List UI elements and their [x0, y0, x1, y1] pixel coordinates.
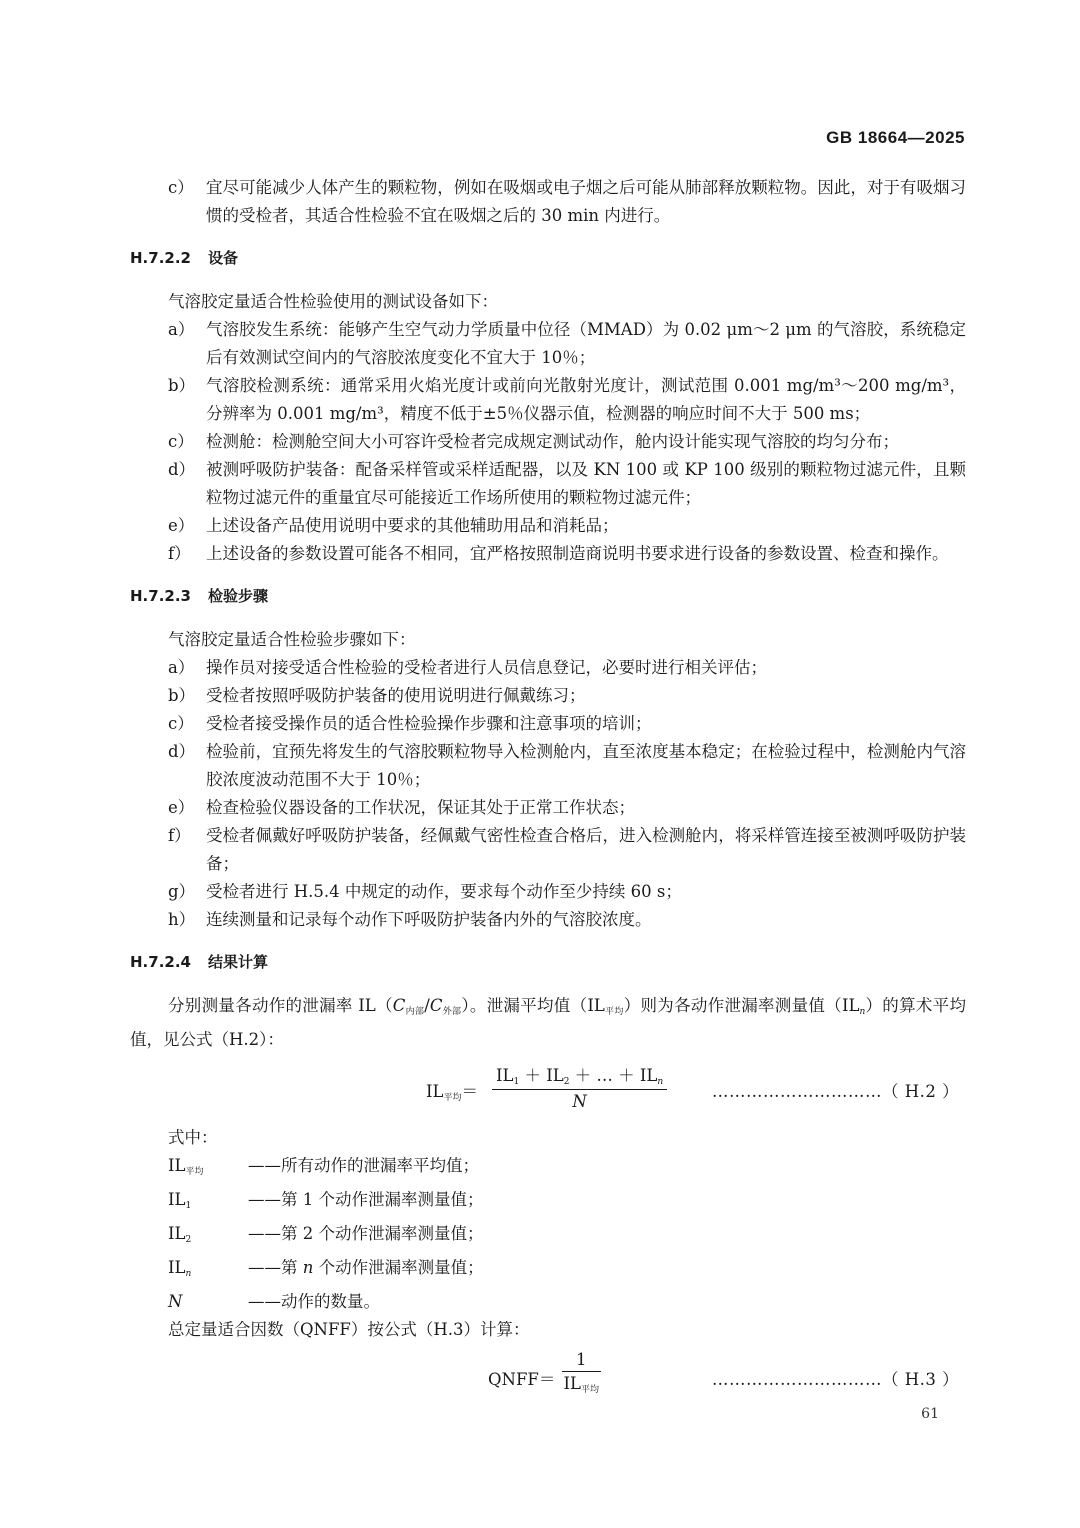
item-text: 气溶胶检测系统：通常采用火焰光度计或前向光散射光度计，测试范围 0.001 mg/m³～200 mg/m³，分辨率为 0.001 mg/m³，精度不低于±5％仪器示值，检测器的响应时间不大于 500 ms；: [206, 376, 966, 423]
equals-sign: ＝: [461, 1082, 478, 1101]
item-text: 受检者佩戴好呼吸防护装备，经佩戴气密性检查合格后，进入检测舱内，将采样管连接至被测呼吸防护装备；: [206, 826, 966, 873]
num-term: ＋ … ＋ IL: [569, 1066, 658, 1085]
where-label: 式中：: [168, 1128, 218, 1147]
item-label: g）: [168, 882, 196, 901]
list-item: [130, 372, 966, 428]
section-heading-steps: [130, 582, 966, 610]
lhs-sub: 平均: [443, 1093, 462, 1103]
list-item: [130, 456, 966, 512]
definitions: [130, 1152, 966, 1316]
definition-row: [130, 1152, 966, 1186]
def-sym: N: [168, 1292, 183, 1311]
item-text: 受检者进行 H.5.4 中规定的动作，要求每个动作至少持续 60 s；: [206, 882, 682, 901]
def-sub: 1: [185, 1201, 192, 1211]
section-number: H.7.2.4: [130, 953, 191, 971]
item-text: 受检者按照呼吸防护装备的使用说明进行佩戴练习；: [206, 686, 586, 705]
item-label: b）: [168, 376, 196, 395]
item-text: 被测呼吸防护装备：配备采样管或采样适配器，以及 KN 100 或 KP 100 级别的颗粒物过滤元件，且颗粒物过滤元件的重量宜尽可能接近工作场所使用的颗粒物过滤元件；: [206, 460, 966, 507]
calc-paragraph: [130, 992, 966, 1054]
list-item: [130, 878, 966, 906]
def-symbol: [168, 1254, 248, 1288]
num-term: IL: [496, 1066, 514, 1085]
list-item: [130, 794, 966, 822]
def-symbol: [168, 1186, 248, 1220]
formula-lhs: [426, 1078, 478, 1103]
document-body: [130, 174, 966, 1414]
definition-row: [130, 1254, 966, 1288]
list-item: [130, 428, 966, 456]
def-sub: 2: [185, 1235, 192, 1245]
def-desc: ——所有动作的泄漏率平均值；: [248, 1156, 479, 1175]
section-title: 检验步骤: [208, 587, 269, 605]
def-symbol: [168, 1288, 248, 1316]
avg-sub: 平均: [604, 1007, 624, 1017]
equation-number: …………………………（ H.2 ）: [712, 1082, 960, 1101]
lhs-symbol: IL: [426, 1082, 444, 1101]
num-sub: 1: [513, 1077, 520, 1087]
def-symbol: [168, 1152, 248, 1186]
num-term: ＋ IL: [519, 1066, 564, 1085]
num-sub: 2: [563, 1077, 570, 1087]
section-number: H.7.2.2: [130, 249, 191, 267]
list-item: [130, 682, 966, 710]
item-label: c）: [168, 178, 194, 197]
item-label: b）: [168, 686, 196, 705]
def-sub: n: [185, 1269, 192, 1279]
den-symbol: IL: [563, 1374, 581, 1393]
definition-row: [130, 1220, 966, 1254]
section-intro: 气溶胶定量适合性检验步骤如下：: [168, 630, 416, 649]
def-symbol: [168, 1220, 248, 1254]
equals-sign: ＝: [538, 1370, 556, 1389]
item-text: 连续测量和记录每个动作下呼吸防护装备内外的气溶胶浓度。: [206, 910, 652, 929]
formula-h3: [130, 1348, 966, 1410]
section-heading-equipment: [130, 244, 966, 272]
lhs-symbol: QNFF: [488, 1370, 539, 1389]
def-desc-pre: ——第: [248, 1258, 303, 1277]
c-inner-sub: 内部: [405, 1007, 425, 1017]
denominator: N: [572, 1092, 587, 1111]
n-sub: n: [859, 1007, 866, 1017]
item-text: 检验前，宜预先将发生的气溶胶颗粒物导入检测舱内，直至浓度基本稳定；在检验过程中，检测舱内气溶胶浓度波动范围不大于 10％；: [206, 742, 966, 789]
num-sub: n: [657, 1077, 664, 1087]
list-item: [130, 654, 966, 682]
def-desc: [248, 1254, 484, 1288]
section-heading-calc: [130, 948, 966, 976]
formula-lhs: [488, 1366, 555, 1390]
calc-text-1: 分别测量各动作的泄漏率 IL（: [168, 996, 393, 1015]
numerator: [492, 1062, 667, 1090]
item-label: a）: [168, 320, 195, 339]
definition-row: [130, 1288, 966, 1316]
fraction: [562, 1350, 601, 1395]
def-desc: ——第 2 个动作泄漏率测量值；: [248, 1224, 484, 1243]
fraction: [492, 1062, 667, 1111]
item-label: c）: [168, 432, 194, 451]
c-outer-sub: 外部: [442, 1007, 462, 1017]
list-item: [130, 822, 966, 878]
definition-row: [130, 1186, 966, 1220]
list-item: [130, 738, 966, 794]
def-desc: ——动作的数量。: [248, 1292, 380, 1311]
item-label: a）: [168, 658, 195, 677]
list-item: [130, 316, 966, 372]
standard-code: GB 18664—2025: [826, 128, 965, 147]
item-text: 上述设备产品使用说明中要求的其他辅助用品和消耗品；: [206, 516, 619, 535]
list-item: [130, 540, 966, 568]
item-label: d）: [168, 460, 196, 479]
def-sym: IL: [168, 1258, 186, 1277]
item-label: d）: [168, 742, 196, 761]
c-outer-symbol: C: [429, 996, 443, 1015]
item-text: 检测舱：检测舱空间大小可容许受检者完成规定测试动作，舱内设计能实现气溶胶的均匀分布；: [206, 432, 899, 451]
calc-text-3: ）则为各动作泄漏率测量值（IL: [623, 996, 860, 1015]
item-text: 受检者接受操作员的适合性检验操作步骤和注意事项的培训；: [206, 714, 652, 733]
calc-text-4: ）的算术平均值，见公式（H.2）：: [130, 996, 966, 1049]
slash: /: [424, 996, 430, 1015]
item-text: 宜尽可能减少人体产生的颗粒物，例如在吸烟或电子烟之后可能从肺部释放颗粒物。因此，对于有吸烟习惯的受检者，其适合性检验不宜在吸烟之后的 30 min 内进行。: [206, 178, 966, 225]
section-intro: 气溶胶定量适合性检验使用的测试设备如下：: [168, 292, 498, 311]
item-label: e）: [168, 798, 195, 817]
section-number: H.7.2.3: [130, 587, 191, 605]
item-label: e）: [168, 516, 195, 535]
c-inner-symbol: C: [392, 996, 406, 1015]
def-sym: IL: [168, 1224, 186, 1243]
formula-h2: [130, 1058, 966, 1120]
list-item: [130, 174, 966, 230]
def-desc-var: n: [302, 1258, 314, 1277]
def-sym: IL: [168, 1156, 186, 1175]
def-desc: ——第 1 个动作泄漏率测量值；: [248, 1190, 484, 1209]
list-item: [130, 512, 966, 540]
def-sym: IL: [168, 1190, 186, 1209]
section-title: 结果计算: [208, 953, 269, 971]
def-sub: 平均: [185, 1167, 204, 1177]
calc-text-2: ）。泄漏平均值（IL: [461, 996, 605, 1015]
def-desc-post: 个动作泄漏率测量值；: [313, 1258, 484, 1277]
item-label: f）: [168, 544, 191, 563]
item-label: f）: [168, 826, 191, 845]
denominator: [564, 1372, 600, 1395]
item-text: 上述设备的参数设置可能各不相同，宜严格按照制造商说明书要求进行设备的参数设置、检查和操作。: [206, 544, 949, 563]
page-number: 61: [921, 1406, 939, 1422]
list-item: [130, 710, 966, 738]
list-item: [130, 906, 966, 934]
item-label: h）: [168, 910, 196, 929]
item-text: 操作员对接受适合性检验的受检者进行人员信息登记，必要时进行相关评估；: [206, 658, 767, 677]
item-label: c）: [168, 714, 194, 733]
numerator: 1: [562, 1350, 601, 1372]
den-sub: 平均: [580, 1385, 599, 1395]
section-title: 设备: [208, 249, 239, 267]
item-text: 检查检验仪器设备的工作状况，保证其处于正常工作状态；: [206, 798, 635, 817]
item-text: 气溶胶发生系统：能够产生空气动力学质量中位径（MMAD）为 0.02 μm～2 μm 的气溶胶，系统稳定后有效测试空间内的气溶胶浓度变化不宜大于 10％；: [206, 320, 966, 367]
qnff-intro: 总定量适合因数（QNFF）按公式（H.3）计算：: [168, 1320, 530, 1339]
equation-number: …………………………（ H.3 ）: [712, 1370, 960, 1389]
